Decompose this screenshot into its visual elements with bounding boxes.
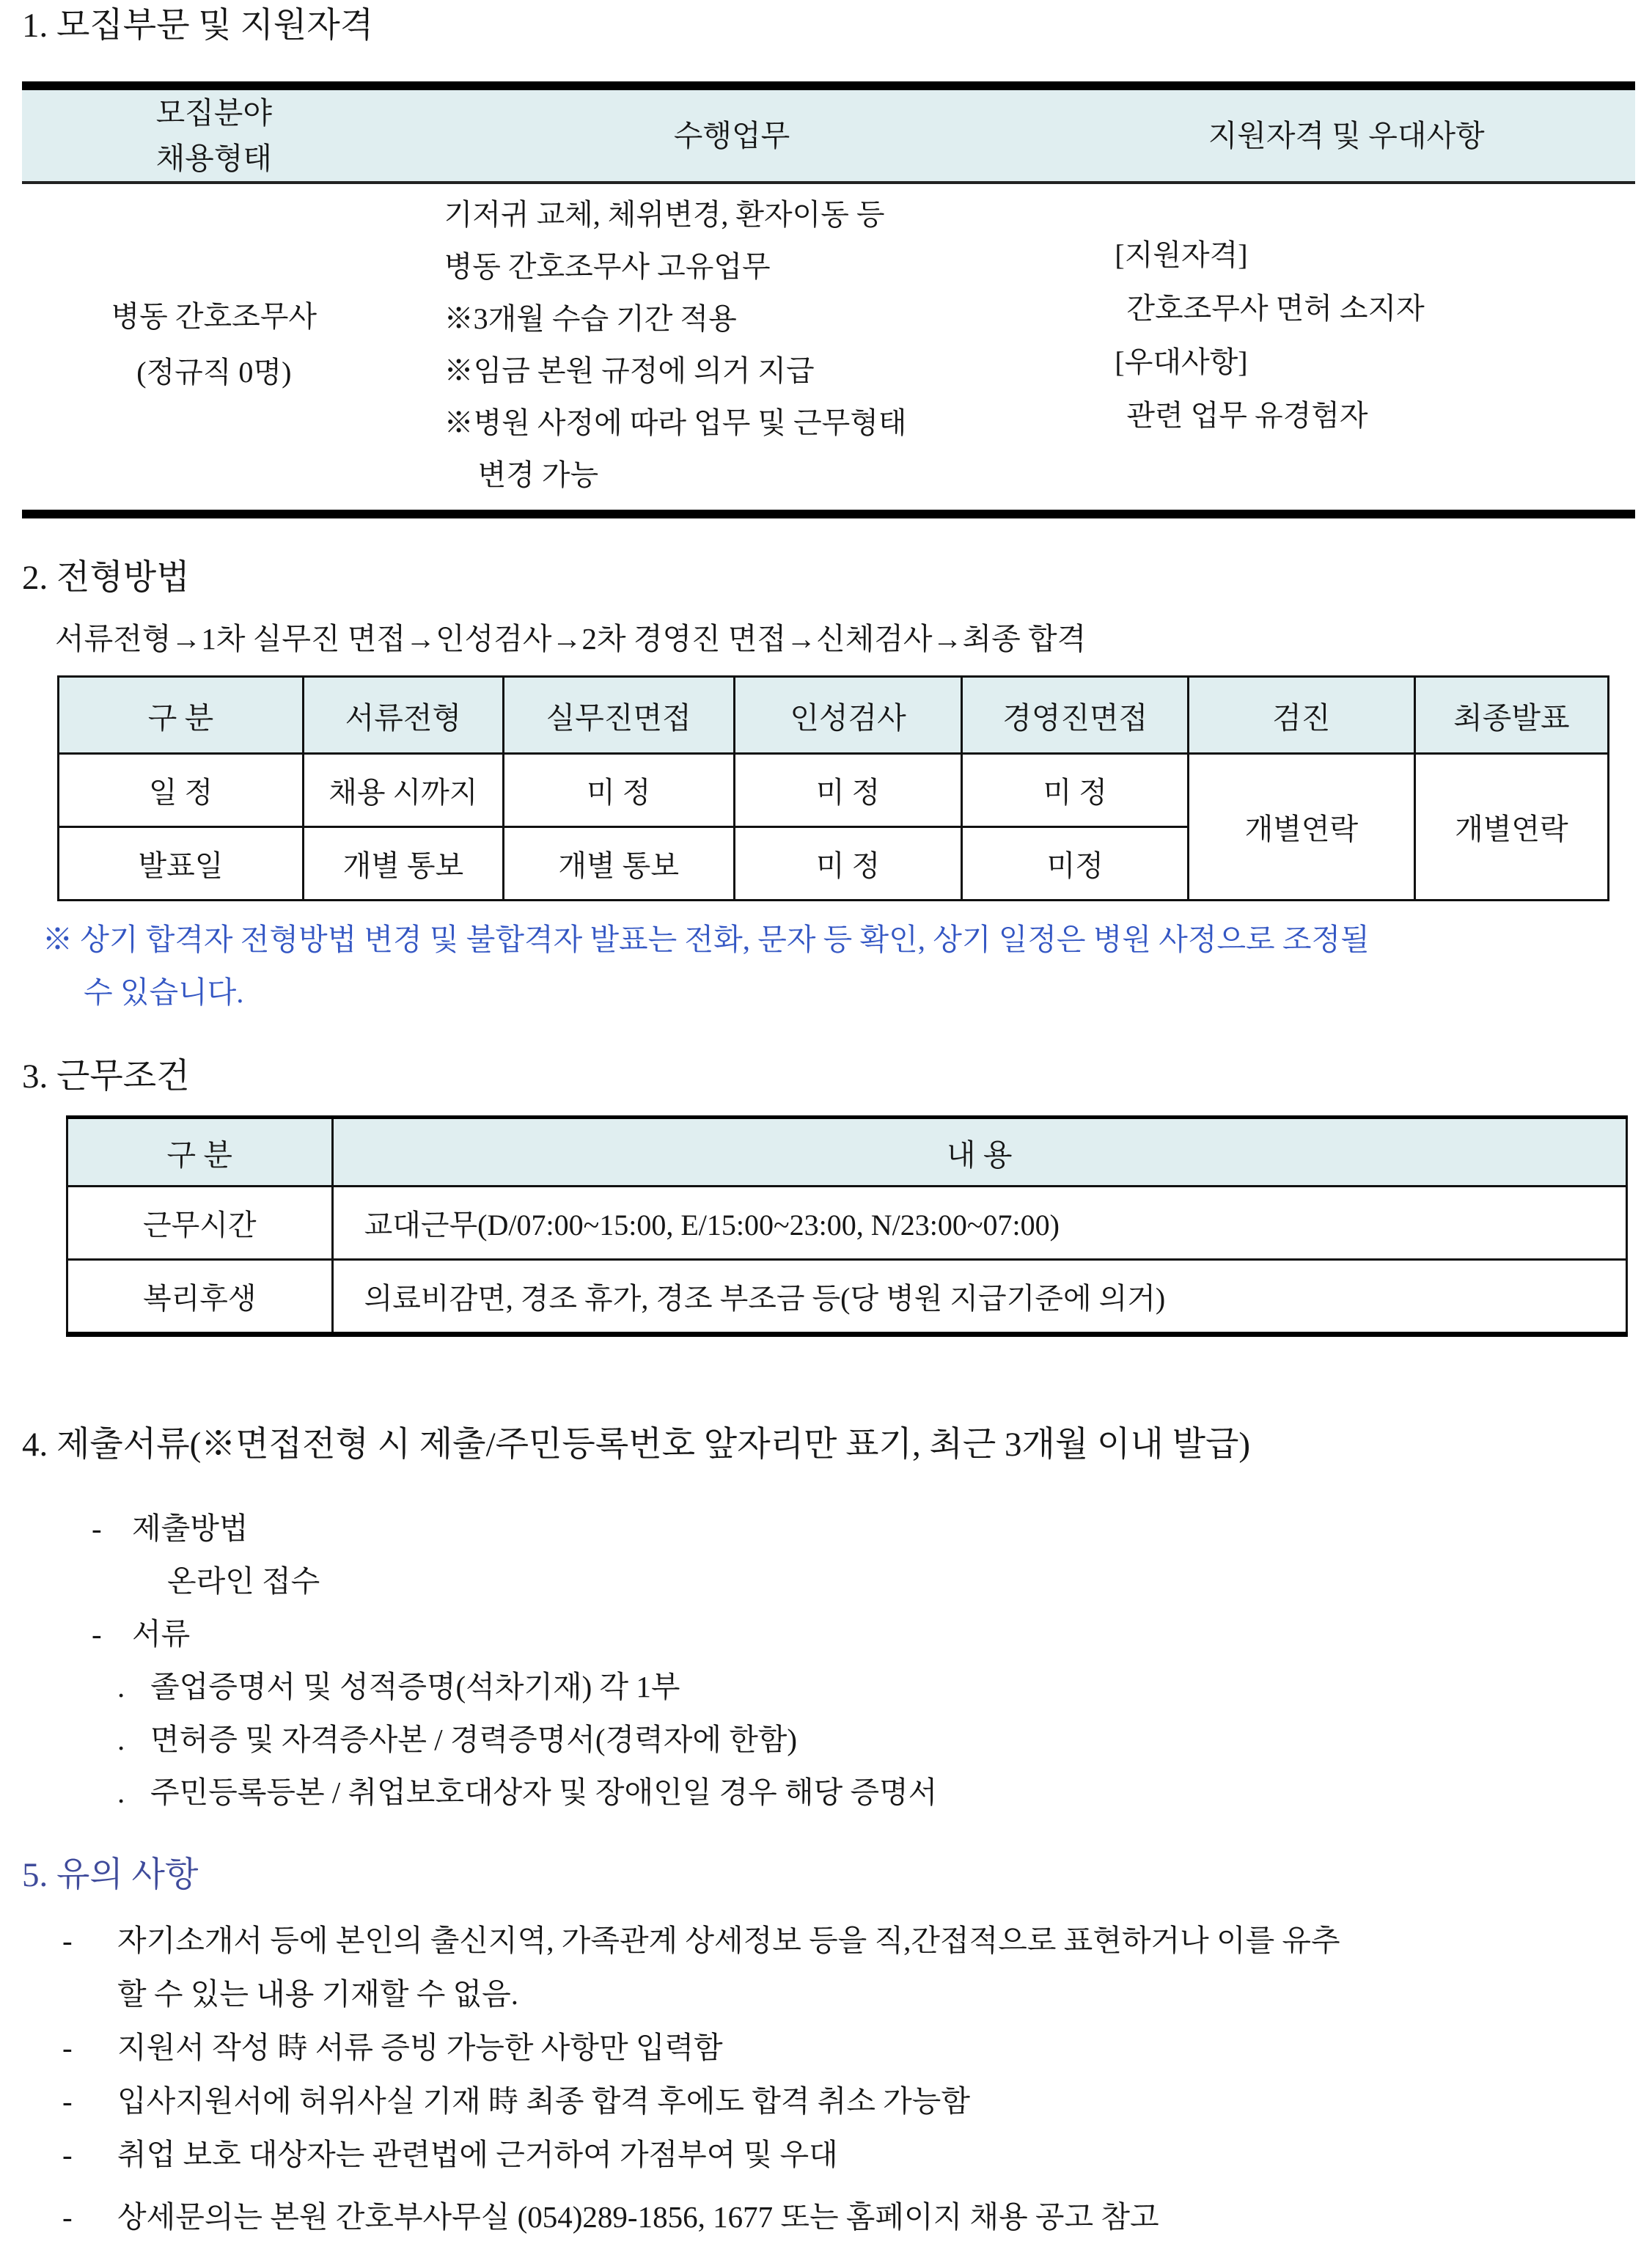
submission-method-label <box>92 1502 1635 1555</box>
section5-title: 5. 유의 사항 <box>22 1856 199 1894</box>
item-text: 상세문의는 본원 간호부사무실 (054)289-1856, 1677 또는 홈페이지 채용 공고 참고 <box>117 2200 1159 2234</box>
notice-item <box>62 1914 1635 1968</box>
item-text: 졸업증명서 및 성적증명(석차기재) 각 1부 <box>150 1670 680 1704</box>
recruitment-header-duties <box>406 90 1058 184</box>
col-header: 내 용 <box>332 1118 1626 1187</box>
notice-item <box>62 2021 1635 2075</box>
document-item <box>117 1713 1635 1766</box>
item-text: 자기소개서 등에 본인의 출신지역, 가족관계 상세정보 등을 직,간접적으로 표현하거나 이를 유추 <box>117 1924 1340 1957</box>
header-line: 지원자격 및 우대사항 <box>1208 119 1485 153</box>
recruitment-header-quals <box>1057 90 1635 184</box>
duties-cell <box>406 184 1058 510</box>
notice-item-continuation: 할 수 있는 내용 기재할 수 없음. <box>117 1977 519 2011</box>
header-line: 채용형태 <box>155 142 273 175</box>
duty-line: 병동 간호조무사 고유업무 <box>444 250 771 283</box>
section2-title: 2. 전형방법 <box>22 559 190 597</box>
cell: 미 정 <box>734 827 962 901</box>
cell: 개별 통보 <box>503 827 734 901</box>
dash-bullet: - <box>62 2138 73 2171</box>
col-header: 구 분 <box>67 1118 333 1187</box>
notice-item <box>62 2075 1635 2128</box>
item-text: 주민등록등본 / 취업보호대상자 및 장애인일 경우 해당 증명서 <box>150 1775 938 1809</box>
recruitment-table <box>22 81 1635 518</box>
quals-cell <box>1057 184 1635 510</box>
row-value: 교대근무(D/07:00~15:00, E/15:00~23:00, N/23:00~07:00) <box>332 1187 1626 1260</box>
cell: 개별 통보 <box>304 827 504 901</box>
cell: 미 정 <box>734 754 962 827</box>
header-line: 모집분야 <box>155 96 273 130</box>
selection-flow: 서류전형→1차 실무진 면접→인성검사→2차 경영진 면접→신체검사→최종 합격 <box>55 622 1087 656</box>
col-header: 실무진면접 <box>503 677 734 754</box>
col-header: 최종발표 <box>1414 677 1608 754</box>
note-line: 수 있습니다. <box>84 975 244 1009</box>
recruitment-header-field <box>22 90 406 184</box>
schedule-header-row <box>59 677 1609 754</box>
dash-bullet: - <box>62 2084 73 2118</box>
cell: 미 정 <box>503 754 734 827</box>
qual-line: 간호조무사 면허 소지자 <box>1126 292 1425 325</box>
cell: 미 정 <box>962 754 1189 827</box>
section1-title: 1. 모집부문 및 지원자격 <box>22 7 374 45</box>
dot-bullet: . <box>117 1775 125 1809</box>
item-text: 입사지원서에 허위사실 기재 時 최종 합격 후에도 합격 취소 가능함 <box>117 2084 971 2118</box>
duty-line: ※임금 본원 규정에 의거 지급 <box>444 354 815 387</box>
col-header: 서류전형 <box>304 677 504 754</box>
conditions-row <box>67 1187 1627 1260</box>
qual-line: [우대사항] <box>1115 345 1248 378</box>
duty-line: ※3개월 수습 기간 적용 <box>444 302 737 335</box>
duty-line: ※병원 사정에 따라 업무 및 근무형태 <box>444 406 907 439</box>
note-line: ※ 상기 합격자 전형방법 변경 및 불합격자 발표는 전화, 문자 등 확인, 상기 일정은 병원 사정으로 조정될 <box>43 923 1370 956</box>
dot-bullet: . <box>117 1670 125 1704</box>
cell: 미정 <box>962 827 1189 901</box>
row-label: 근무시간 <box>67 1187 333 1260</box>
header-line: 수행업무 <box>673 119 790 153</box>
col-header: 경영진면접 <box>962 677 1189 754</box>
notice-list <box>22 1914 1635 2244</box>
duty-line: 기저귀 교체, 체위변경, 환자이동 등 <box>444 198 885 231</box>
section4-title: 4. 제출서류(※면접전형 시 제출/주민등록번호 앞자리만 표기, 최근 3개월 이내 발급) <box>22 1426 1251 1464</box>
schedule-table <box>57 675 1609 901</box>
row-label: 발표일 <box>59 827 304 901</box>
col-header: 검진 <box>1189 677 1415 754</box>
notice-item <box>62 2128 1635 2182</box>
item-text: 면허증 및 자격증사본 / 경력증명서(경력자에 한함) <box>150 1723 798 1756</box>
notice-item-contact <box>62 2190 1635 2244</box>
qual-line: 관련 업무 유경험자 <box>1126 399 1368 432</box>
document-item <box>117 1766 1635 1819</box>
document-item <box>117 1660 1635 1713</box>
documents-label <box>92 1607 1635 1660</box>
col-header: 구 분 <box>59 677 304 754</box>
row-label: 복리후생 <box>67 1260 333 1335</box>
working-conditions-table <box>66 1115 1628 1337</box>
position-headcount: (정규직 0명) <box>136 356 292 389</box>
dash-bullet: - <box>92 1511 102 1545</box>
item-text: 지원서 작성 時 서류 증빙 가능한 사항만 입력함 <box>117 2031 723 2064</box>
dash-bullet: - <box>62 2200 73 2234</box>
col-header: 인성검사 <box>734 677 962 754</box>
qual-line: [지원자격] <box>1115 238 1248 271</box>
cell-final-merged: 개별연락 <box>1414 754 1608 901</box>
submission-list <box>22 1502 1635 1819</box>
row-label: 일 정 <box>59 754 304 827</box>
cell-checkup-merged: 개별연락 <box>1189 754 1415 901</box>
label-text: 제출방법 <box>132 1511 249 1545</box>
dot-bullet: . <box>117 1723 125 1756</box>
cell: 채용 시까지 <box>304 754 504 827</box>
dash-bullet: - <box>62 1924 73 1957</box>
submission-method-value: 온라인 접수 <box>167 1564 320 1598</box>
schedule-note <box>43 913 1635 1019</box>
label-text: 서류 <box>132 1617 191 1651</box>
conditions-row <box>67 1260 1627 1335</box>
section3-title: 3. 근무조건 <box>22 1057 190 1096</box>
dash-bullet: - <box>92 1617 102 1651</box>
row-value: 의료비감면, 경조 휴가, 경조 부조금 등(당 병원 지급기준에 의거) <box>332 1260 1626 1335</box>
schedule-row <box>59 754 1609 827</box>
item-text: 취업 보호 대상자는 관련법에 근거하여 가점부여 및 우대 <box>117 2138 838 2171</box>
duty-line-continuation: 변경 가능 <box>477 458 599 491</box>
conditions-header-row <box>67 1118 1627 1187</box>
position-cell <box>22 184 406 510</box>
dash-bullet: - <box>62 2031 73 2064</box>
position-name: 병동 간호조무사 <box>111 300 317 333</box>
